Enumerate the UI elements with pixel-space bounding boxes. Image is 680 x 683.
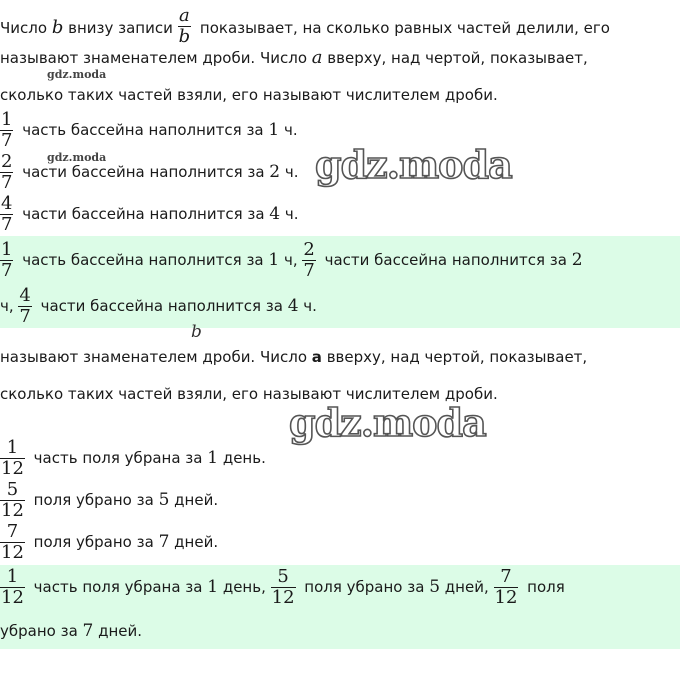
list-item: $\frac{2}{7}$ части бассейна наполнится за 2 ч. <box>1 151 299 193</box>
fraction: $\frac{1}{12}$ <box>1 566 24 608</box>
answer-line-1: $\frac{1}{7}$ часть бассейна наполнится за 1 ч, $\frac{2}{7}$ части бассейна наполнится за 2 <box>1 239 583 281</box>
fraction: $\frac{4}{7}$ <box>1 193 13 235</box>
intro-line-2: называют знаменателем дроби. Число a вверху, над чертой, показывает, <box>0 348 588 366</box>
fraction: $\frac{1}{7}$ <box>1 239 13 281</box>
list-item: $\frac{7}{12}$ поля убрано за 7 дней. <box>1 521 219 563</box>
cut-variable-b: b <box>191 322 202 342</box>
list-item: $\frac{5}{12}$ поля убрано за 5 дней. <box>1 479 219 521</box>
intro-line-1 <box>0 5 610 49</box>
variable-a: a <box>311 47 323 68</box>
list-item: $\frac{1}{7}$ часть бассейна наполнится за 1 ч. <box>1 109 298 151</box>
watermark-big: gdz.moda <box>289 400 486 445</box>
fraction: $\frac{4}{7}$ <box>19 285 31 327</box>
fraction: $\frac{7}{12}$ <box>1 521 24 563</box>
intro-line-3: сколько таких частей взяли, его называют числителем дроби. <box>0 86 498 104</box>
fraction-a-over-b: $\frac{a}{b}$ <box>178 5 191 47</box>
text: вверху, над чертой, показывает, <box>322 49 588 67</box>
text: Число <box>0 19 52 37</box>
answer-line-2: убрано за 7 дней. <box>0 621 143 641</box>
watermark-small: gdz.moda <box>47 68 107 81</box>
list-item: $\frac{1}{12}$ часть поля убрана за 1 день. <box>1 437 266 479</box>
list-item: $\frac{4}{7}$ части бассейна наполнится за 4 ч. <box>1 193 299 235</box>
answer-block-1 <box>0 236 680 328</box>
variable-b: b <box>51 17 64 38</box>
watermark-small: gdz.moda <box>47 151 107 164</box>
variable-a-bold: a <box>311 348 322 366</box>
fraction: $\frac{2}{7}$ <box>303 239 315 281</box>
text: внизу записи <box>63 19 178 37</box>
watermark-big: gdz.moda <box>315 142 512 187</box>
text: называют знаменателем дроби. Число <box>0 49 312 67</box>
answer-line-1: $\frac{1}{12}$ часть поля убрана за 1 день, $\frac{5}{12}$ поля убрано за 5 дней, $\frac{7}{12}$ поля <box>1 566 565 608</box>
fraction: $\frac{7}{12}$ <box>494 566 518 608</box>
answer-line-2: ч, $\frac{4}{7}$ части бассейна наполнится за 4 ч. <box>0 285 317 327</box>
fraction: $\frac{5}{12}$ <box>1 479 24 521</box>
fraction: $\frac{2}{7}$ <box>1 151 13 193</box>
fraction: $\frac{1}{7}$ <box>1 109 13 151</box>
fraction: $\frac{5}{12}$ <box>271 566 295 608</box>
text: показывает, на сколько равных частей делили, его <box>195 19 610 37</box>
intro-line-2 <box>0 48 588 68</box>
answer-block-2 <box>0 565 680 649</box>
fraction: $\frac{1}{12}$ <box>1 437 24 479</box>
intro-line-3: сколько таких частей взяли, его называют числителем дроби. <box>0 385 498 403</box>
